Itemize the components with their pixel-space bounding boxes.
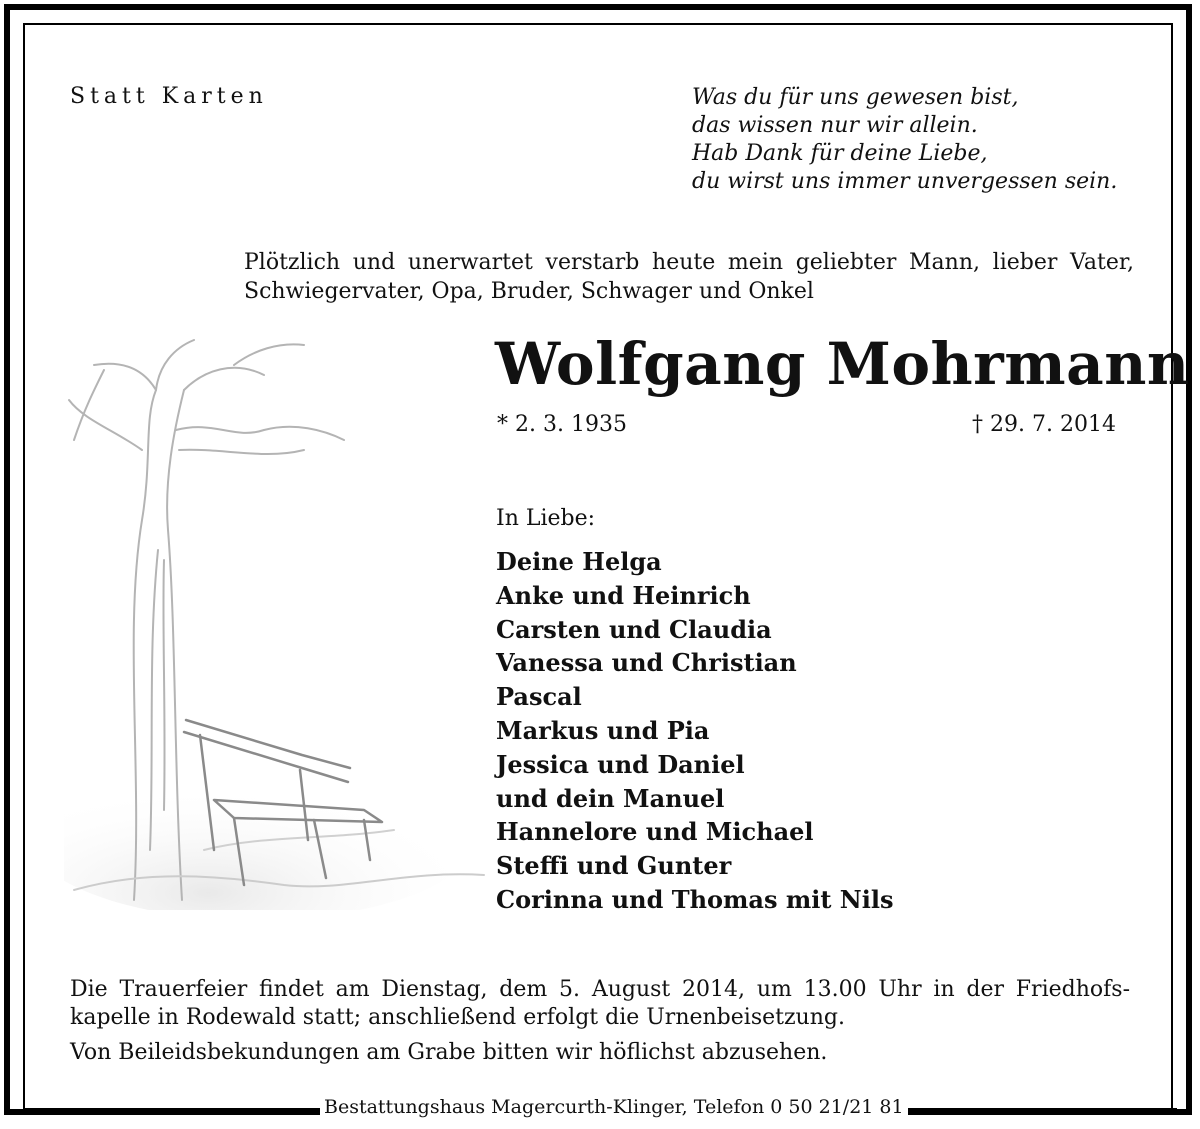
mourner-name: Jessica und Daniel xyxy=(496,749,745,779)
mourner-name: und dein Manuel xyxy=(496,783,725,813)
deceased-name: Wolfgang Mohrmann xyxy=(495,330,1190,398)
mourners-list xyxy=(496,545,893,917)
poem-line: Was du für uns gewesen bist, xyxy=(692,85,1019,110)
mourner-name: Markus und Pia xyxy=(496,715,710,745)
undertaker-footer: Bestattungshaus Magercurth-Klinger, Telefon 0 50 21/21 81 xyxy=(320,1096,908,1118)
mourner-name: Pascal xyxy=(496,682,582,712)
birth-date: * 2. 3. 1935 xyxy=(497,412,627,437)
statt-karten-label: Statt Karten xyxy=(70,84,268,109)
mourner-name: Corinna und Thomas mit Nils xyxy=(496,884,894,914)
mourner-name: Hannelore und Michael xyxy=(496,817,814,847)
death-date: † 29. 7. 2014 xyxy=(972,412,1116,437)
mourner-name: Anke und Heinrich xyxy=(496,580,751,610)
mourner-name: Carsten und Claudia xyxy=(496,614,772,644)
poem-line: das wissen nur wir allein. xyxy=(692,113,978,138)
mourner-name: Vanessa und Christian xyxy=(496,648,797,678)
announcement-intro: Plötzlich und unerwartet verstarb heute mein geliebter Mann, lieber Vater, Schwiegervater, Opa, Bruder, Schwager und Onkel xyxy=(244,250,1134,304)
condolence-note: Von Beileidsbekundungen am Grabe bitten wir höflichst abzusehen. xyxy=(70,1040,828,1065)
mourner-name: Steffi und Gunter xyxy=(496,851,732,881)
mourner-name: Deine Helga xyxy=(496,547,662,576)
mourners-heading: In Liebe: xyxy=(496,506,596,531)
funeral-details: Die Trauerfeier findet am Dienstag, dem 5. August 2014, um 13.00 Uhr in der Friedhofskapelle in Rodewald statt; anschließend erfolgt die Urnenbeisetzung. xyxy=(70,977,1130,1030)
poem xyxy=(692,84,1117,196)
poem-line: Hab Dank für deine Liebe, xyxy=(692,141,988,166)
tree-and-bench-sketch-icon xyxy=(64,330,494,910)
poem-line: du wirst uns immer unvergessen sein. xyxy=(692,169,1118,194)
